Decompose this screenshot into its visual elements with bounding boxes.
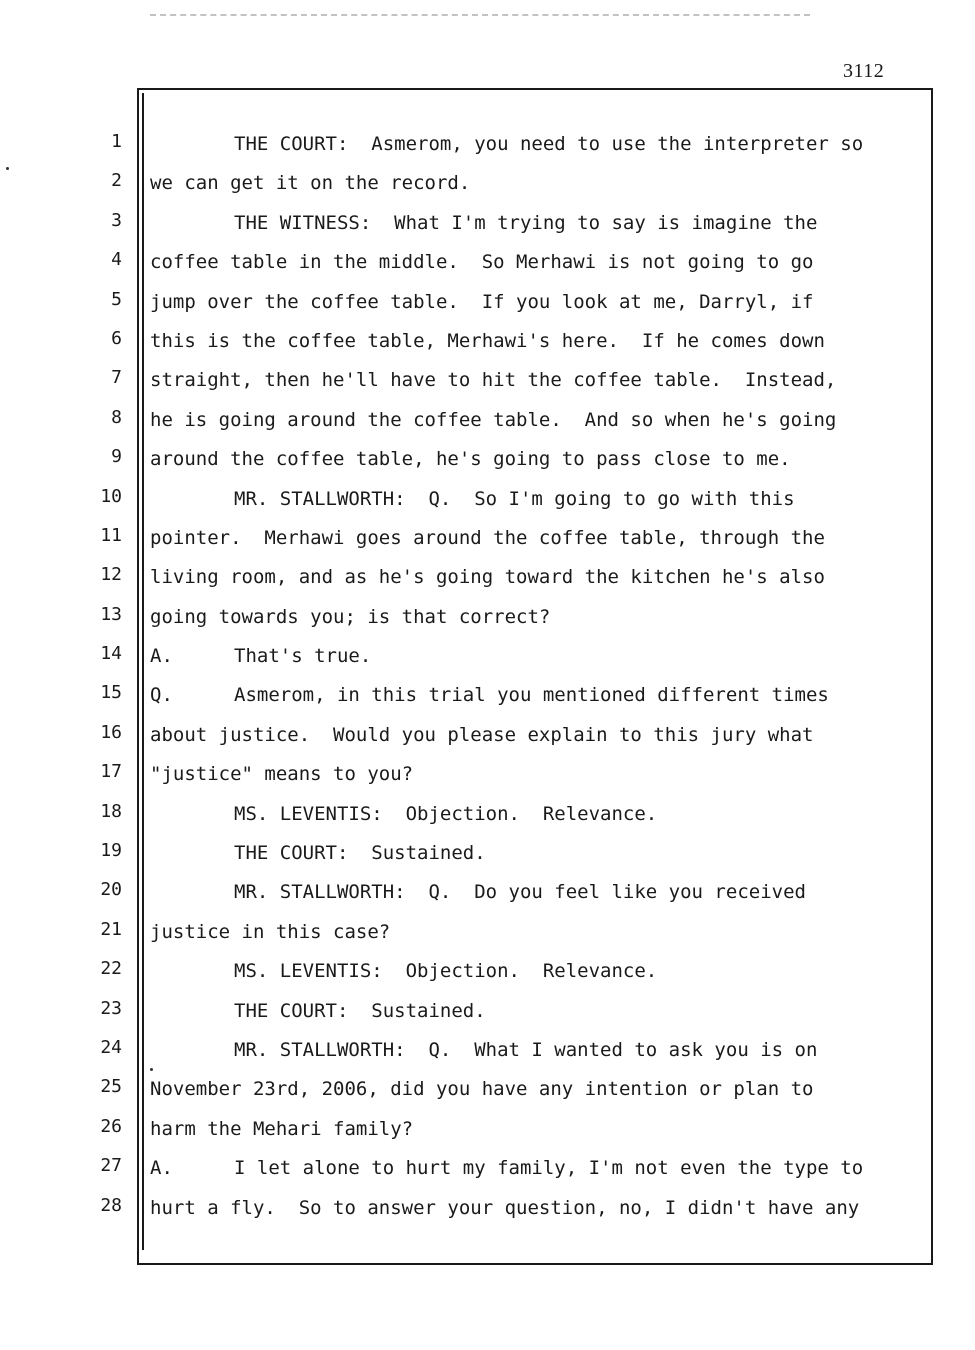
line-text: justice in this case? [150, 920, 391, 943]
line-text: living room, and as he's going toward the kitchen he's also [150, 566, 825, 589]
line-number: 14 [100, 643, 122, 665]
transcript-line [150, 837, 925, 876]
page-number: 3112 [843, 60, 885, 82]
line-number: 21 [100, 918, 122, 940]
line-number: 10 [100, 485, 122, 507]
line-number: 12 [100, 564, 122, 586]
line-text: hurt a fly. So to answer your question, no, I didn't have any [150, 1196, 860, 1219]
line-number: 23 [100, 997, 122, 1019]
line-number: 13 [100, 603, 122, 625]
line-text: THE COURT: Sustained. [234, 842, 486, 865]
line-number: 8 [111, 406, 122, 428]
line-text: straight, then he'll have to hit the coffee table. Instead, [150, 369, 837, 392]
transcript-line [150, 522, 925, 561]
transcript-line [150, 1073, 925, 1112]
line-text: coffee table in the middle. So Merhawi is not going to go [150, 251, 814, 274]
line-number: 17 [100, 761, 122, 783]
transcript-line [150, 364, 925, 403]
line-text: That's true. [234, 645, 372, 668]
transcript-line [150, 916, 925, 955]
transcript-line [150, 207, 925, 246]
transcript-line [150, 286, 925, 325]
transcript-line [150, 1192, 925, 1231]
line-text: MR. STALLWORTH: Q. Do you feel like you received [234, 881, 806, 904]
transcript-line [150, 1034, 925, 1073]
line-text: Asmerom, in this trial you mentioned different times [234, 684, 829, 707]
line-number: 16 [100, 721, 122, 743]
transcript-line [150, 719, 925, 758]
line-number: 26 [100, 1115, 122, 1137]
line-text: MR. STALLWORTH: Q. What I wanted to ask you is on [234, 1038, 818, 1061]
line-number: 27 [100, 1155, 122, 1177]
line-number: 28 [100, 1194, 122, 1216]
line-number: 24 [100, 1036, 122, 1058]
line-text: this is the coffee table, Merhawi's here. If he comes down [150, 329, 825, 352]
line-text: MR. STALLWORTH: Q. So I'm going to go with this [234, 487, 795, 510]
line-number: 25 [100, 1076, 122, 1098]
line-text: going towards you; is that correct? [150, 605, 551, 628]
line-number: 5 [111, 288, 122, 310]
transcript-line [150, 404, 925, 443]
line-text: THE WITNESS: What I'm trying to say is imagine the [234, 211, 818, 234]
qa-label: A. [150, 1157, 173, 1180]
line-text: MS. LEVENTIS: Objection. Relevance. [234, 960, 658, 983]
line-number: 22 [100, 958, 122, 980]
line-number: 18 [100, 800, 122, 822]
line-number: 3 [111, 209, 122, 231]
line-text: THE COURT: Asmerom, you need to use the interpreter so [234, 133, 864, 155]
line-text: MS. LEVENTIS: Objection. Relevance. [234, 802, 658, 825]
transcript-line [150, 246, 925, 285]
line-number: 19 [100, 840, 122, 862]
transcript-line [150, 483, 925, 522]
transcript-line [150, 443, 925, 482]
line-number: 20 [100, 879, 122, 901]
transcript-line [150, 955, 925, 994]
transcript-line [150, 1113, 925, 1152]
transcript-line [150, 876, 925, 915]
qa-label: A. [150, 645, 173, 668]
line-text: THE COURT: Sustained. [234, 999, 486, 1022]
line-text: he is going around the coffee table. And so when he's going [150, 408, 837, 431]
line-number-column [80, 128, 122, 1231]
line-number: 2 [111, 170, 122, 192]
line-text: November 23rd, 2006, did you have any intention or plan to [150, 1078, 814, 1101]
line-text: jump over the coffee table. If you look at me, Darryl, if [150, 290, 814, 313]
line-text: around the coffee table, he's going to pass close to me. [150, 448, 791, 471]
qa-label: Q. [150, 684, 173, 707]
transcript-line [150, 325, 925, 364]
line-number: 9 [111, 446, 122, 468]
transcript-line [150, 1152, 925, 1191]
transcript-line [150, 679, 925, 718]
line-text: pointer. Merhawi goes around the coffee table, through the [150, 526, 825, 549]
transcript-line [150, 758, 925, 797]
transcript-line [150, 601, 925, 640]
scan-speck [6, 167, 9, 170]
transcript-body [150, 128, 925, 1231]
scan-artifact-dashes [150, 14, 810, 20]
transcript-line [150, 995, 925, 1034]
line-number: 6 [111, 327, 122, 349]
transcript-line [150, 167, 925, 206]
line-number: 11 [100, 524, 122, 546]
line-number: 7 [111, 367, 122, 389]
line-number: 1 [111, 131, 122, 152]
line-text: harm the Mehari family? [150, 1117, 414, 1140]
line-number: 15 [100, 682, 122, 704]
transcript-line [150, 640, 925, 679]
transcript-line [150, 128, 925, 167]
line-text: "justice" means to you? [150, 763, 414, 786]
transcript-line [150, 798, 925, 837]
line-number: 4 [111, 249, 122, 271]
transcript-line [150, 561, 925, 600]
line-text: about justice. Would you please explain to this jury what [150, 723, 814, 746]
margin-rule [142, 93, 144, 1250]
line-text: I let alone to hurt my family, I'm not even the type to [234, 1157, 864, 1180]
line-text: we can get it on the record. [150, 172, 471, 195]
